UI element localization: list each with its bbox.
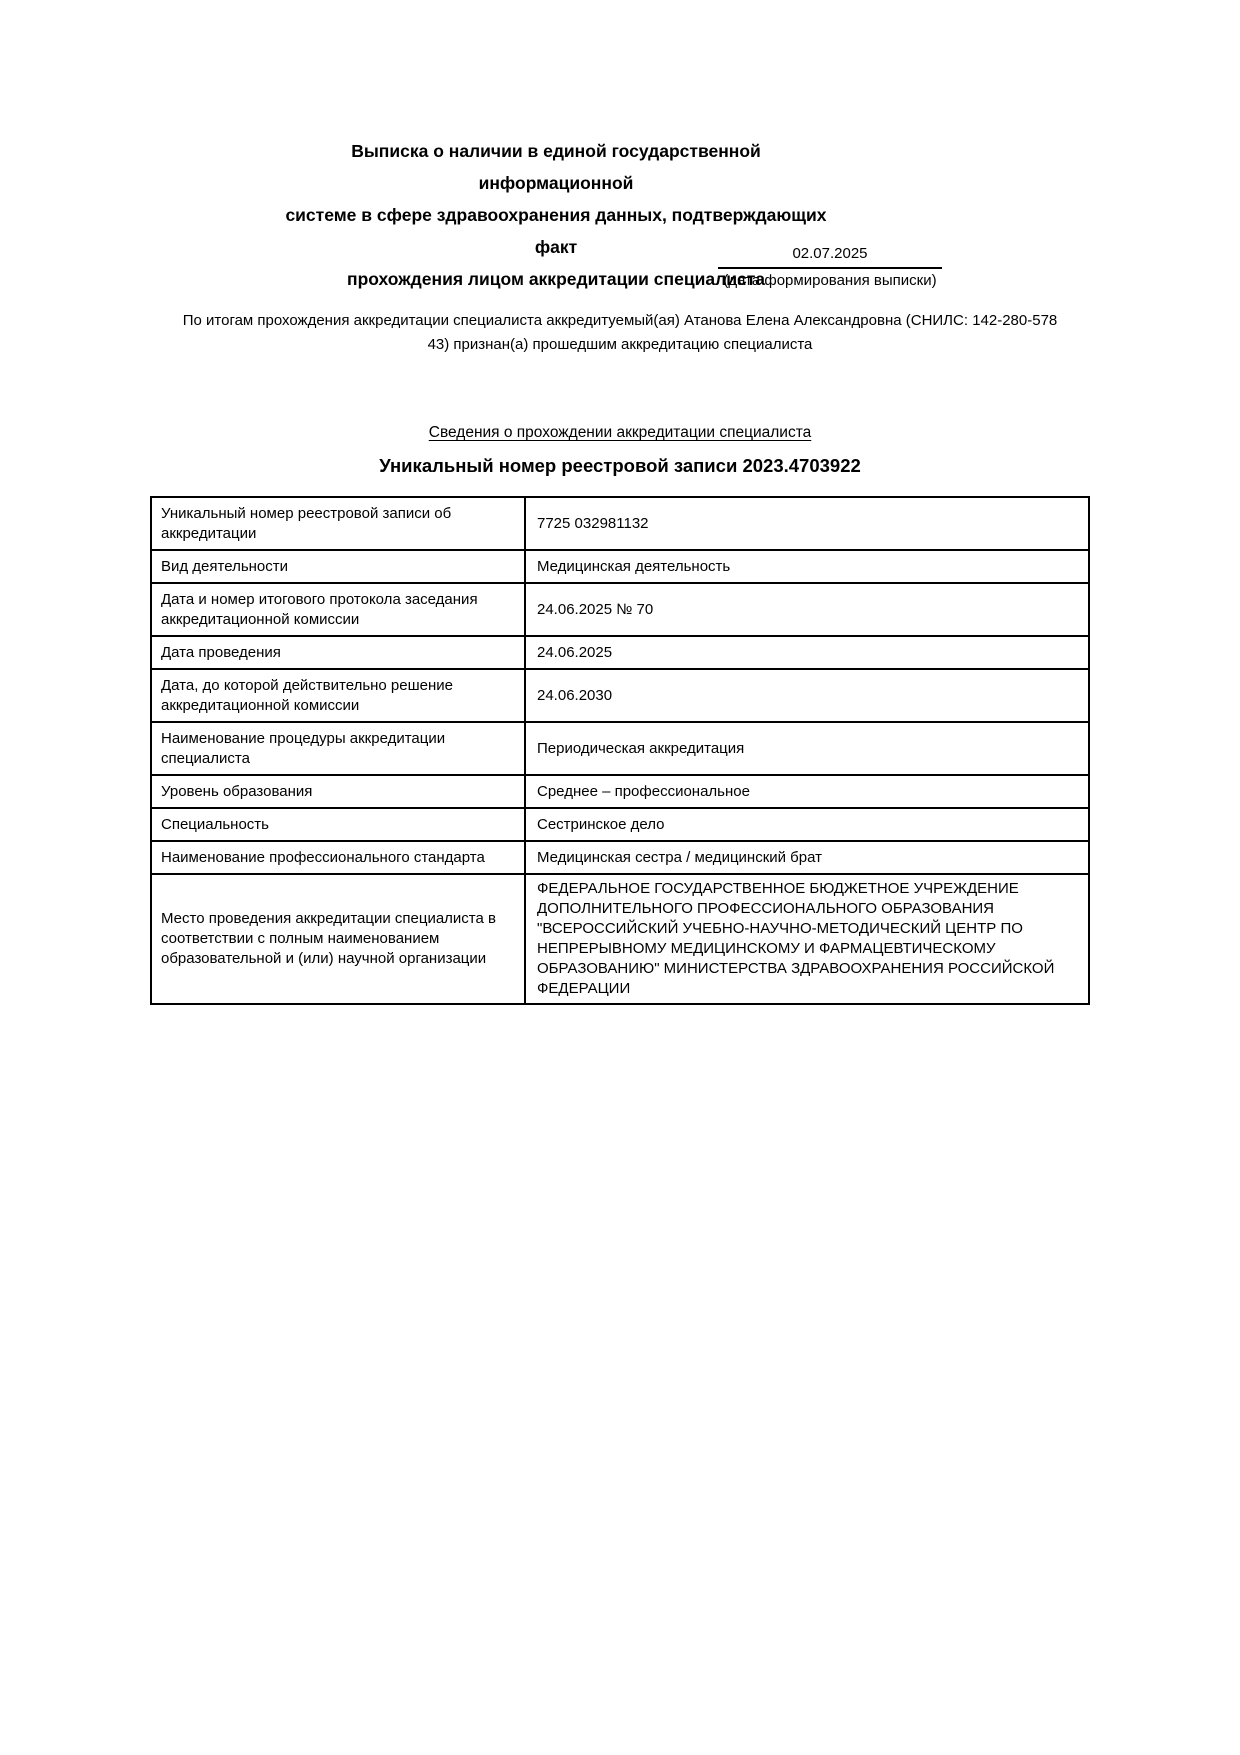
field-label: Наименование профессионального стандарта [151, 841, 525, 874]
table-row [151, 775, 1089, 808]
field-value: 24.06.2030 [525, 669, 1089, 722]
table-row [151, 583, 1089, 636]
field-value: Среднее – профессиональное [525, 775, 1089, 808]
table-row [151, 874, 1089, 1004]
record-number-heading: Уникальный номер реестровой записи 2023.4703922 [379, 455, 861, 476]
table-row [151, 497, 1089, 550]
field-label: Дата проведения [151, 636, 525, 669]
intro-paragraph-line: По итогам прохождения аккредитации специалиста аккредитуемый(ая) Атанова Елена Александровна (СНИЛС: 142-280-578 [182, 312, 1058, 329]
field-label: Уровень образования [151, 775, 525, 808]
field-value: 24.06.2025 № 70 [525, 583, 1089, 636]
field-label: Вид деятельности [151, 550, 525, 583]
issue-date-caption: (дата формирования выписки) [723, 272, 937, 289]
field-value: Медицинская сестра / медицинский брат [525, 841, 1089, 874]
field-label: Уникальный номер реестровой записи об аккредитации [151, 497, 525, 550]
section-heading: Сведения о прохождении аккредитации специалиста [428, 424, 812, 441]
table-row [151, 669, 1089, 722]
document-title-line: Выписка о наличии в единой государственной информационной [351, 141, 761, 193]
table-row [151, 841, 1089, 874]
field-label: Дата, до которой действительно решение аккредитационной комиссии [151, 669, 525, 722]
intro-paragraph-line: 43) признан(а) прошедшим аккредитацию специалиста [427, 336, 813, 353]
document-title-line: системе в сфере здравоохранения данных, подтверждающих факт [285, 205, 827, 257]
field-value: Медицинская деятельность [525, 550, 1089, 583]
field-label: Место проведения аккредитации специалиста в соответствии с полным наименованием образовательной и (или) научной организации [151, 874, 525, 1004]
field-label: Наименование процедуры аккредитации специалиста [151, 722, 525, 775]
field-value: ФЕДЕРАЛЬНОЕ ГОСУДАРСТВЕННОЕ БЮДЖЕТНОЕ УЧРЕЖДЕНИЕ ДОПОЛНИТЕЛЬНОГО ПРОФЕССИОНАЛЬНОГО ОБРАЗОВАНИЯ "ВСЕРОССИЙСКИЙ УЧЕБНО-НАУЧНО-МЕТОДИЧЕСКИЙ ЦЕНТР ПО НЕПРЕРЫВНОМУ МЕДИЦИНСКОМУ И ФАРМАЦЕВТИЧЕСКОМУ ОБРАЗОВАНИЮ" МИНИСТЕРСТВА ЗДРАВООХРАНЕНИЯ РОССИЙСКОЙ ФЕДЕРАЦИИ [525, 874, 1089, 1004]
document-title-line: прохождения лицом аккредитации специалиста [347, 269, 765, 289]
accreditation-table [150, 496, 1090, 1005]
field-value: 7725 032981132 [525, 497, 1089, 550]
table-row [151, 808, 1089, 841]
field-value: Периодическая аккредитация [525, 722, 1089, 775]
issue-date: 02.07.2025 [718, 245, 942, 269]
field-value: 24.06.2025 [525, 636, 1089, 669]
field-label: Дата и номер итогового протокола заседания аккредитационной комиссии [151, 583, 525, 636]
intro-paragraph [120, 309, 1120, 357]
issue-date-block [718, 245, 942, 290]
table-row [151, 636, 1089, 669]
table-row [151, 550, 1089, 583]
field-label: Специальность [151, 808, 525, 841]
field-value: Сестринское дело [525, 808, 1089, 841]
table-row [151, 722, 1089, 775]
